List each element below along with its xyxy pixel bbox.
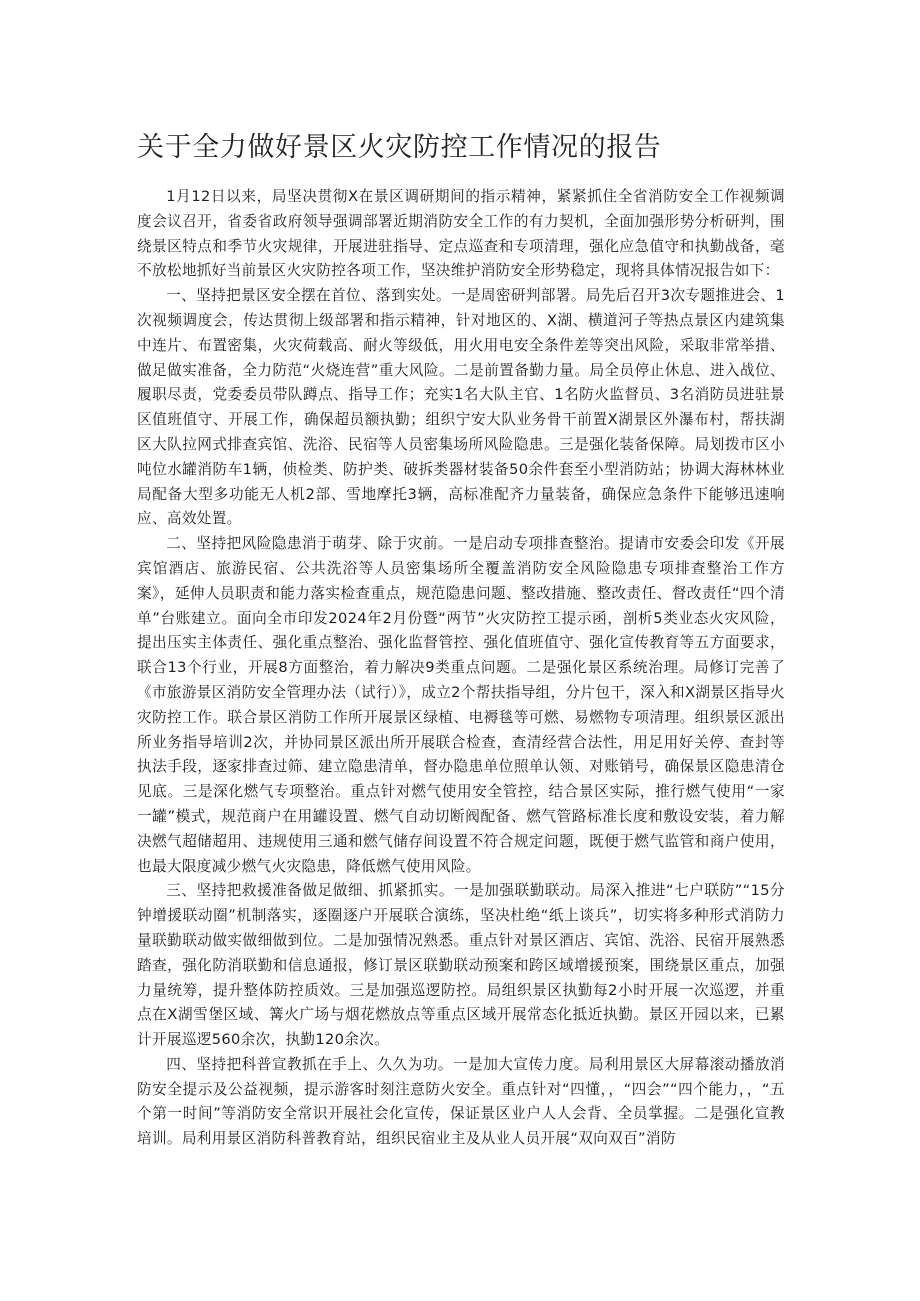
section-1-paragraph: 一、坚持把景区安全摆在首位、落到实处。一是周密研判部署。局先后召开3次专题推进会、1次视频调度会，传达贯彻上级部署和指示精神，针对地区的、X湖、横道河子等热点景区内建筑集中连片、布置密集，火灾荷载高、耐火等级低，用火用电安全条件差等突出风险，采取非常举措、做足做实准备，全力防范“火烧连营”重大风险。二是前置备勤力量。局全员停止休息、进入战位、履职尽责，党委委员带队蹲点、指导工作；充实1名大队主官、1名防火监督员、3名消防员进驻景区值班值守、开展工作，确保超员额执勤；组织宁安大队业务骨干前置X湖景区外瀑布村，帮扶湖区大队拉网式排查宾馆、洗浴、民宿等人员密集场所风险隐患。三是强化装备保障。局划拨市区小吨位水罐消防车1辆，侦检类、防护类、破拆类器材装备50余件套至小型消防站；协调大海林林业局配备大型多功能无人机2部、雪地摩托3辆，高标准配齐力量装备，确保应急条件下能够迅速响应、高效处置。 [137,287,785,528]
document-title: 关于全力做好景区火灾防控工作情况的报告 [137,132,662,163]
section-2-paragraph: 二、坚持把风险隐患消于萌芽、除于灾前。一是启动专项排查整治。提请市安委会印发《开展宾馆酒店、旅游民宿、公共洗浴等人员密集场所全覆盖消防安全风险隐患专项排查整治工作方案》，延伸人员职责和能力落实检查重点，规范隐患问题、整改措施、整改责任、督改责任“四个清单”台账建立。面向全市印发2024年2月份暨“两节”火灾防控工提示函，剖析5类业态火灾风险，提出压实主体责任、强化重点整治、强化监督管控、强化值班值守、强化宣传教育等五方面要求，联合13个行业，开展8方面整治，着力解决9类重点问题。二是强化景区系统治理。局修订完善了《市旅游景区消防安全管理办法（试行）》，成立2个帮扶指导组，分片包干，深入和X湖景区指导火灾防控工作。联合景区消防工作所开展景区绿植、电褥毯等可燃、易燃物专项清理。组织景区派出所业务指导培训2次，并协同景区派出所开展联合检查，查清经营合法性，用足用好关停、查封等执法手段，逐家排查过筛、建立隐患清单，督办隐患单位照单认领、对账销号，确保景区隐患清仓见底。三是深化燃气专项整治。重点针对燃气使用安全管控，结合景区实际，推行燃气使用“一家一罐”模式，规范商户在用罐设置、燃气自动切断阀配备、燃气管路标准长度和敷设安装，着力解决燃气超储超用、违规使用三通和燃气储存间设置不符合规定问题，既便于燃气监管和商户使用，也最大限度减少燃气火灾隐患，降低燃气使用风险。 [137,535,785,875]
section-4-paragraph: 四、坚持把科普宣教抓在手上、久久为功。一是加大宣传力度。局利用景区大屏幕滚动播放消防安全提示及公益视频，提示游客时刻注意防火安全。重点针对“四懂，，“四会”“四个能力，，“五个第一时间”等消防安全常识开展社会化宣传，保证景区业户人人会背、全员掌握。二是强化宣教培训。局利用景区消防科普教育站，组织民宿业主及从业人员开展“双向双百”消防 [137,1055,785,1148]
intro-paragraph: 1月12日以来，局坚决贯彻X在景区调研期间的指示精神，紧紧抓住全省消防安全工作视频调度会议召开，省委省政府领导强调部署近期消防安全工作的有力契机，全面加强形势分析研判，围绕景区特点和季节火灾规律，开展进驻指导、定点巡查和专项清理，强化应急值守和执勤战备，毫不放松地抓好当前景区火灾防控各项工作，坚决维护消防安全形势稳定，现将具体情况报告如下： [137,188,785,280]
section-3-paragraph: 三、坚持把救援准备做足做细、抓紧抓实。一是加强联勤联动。局深入推进“七户联防”“15分钟增援联动圈”机制落实，逐圈逐户开展联合演练，坚决杜绝“纸上谈兵”，切实将多种形式消防力量联勤联动做实做细做到位。二是加强情况熟悉。重点针对景区酒店、宾馆、洗浴、民宿开展熟悉踏查，强化防消联勤和信息通报，修订景区联勤联动预案和跨区域增援预案，围绕景区重点，加强力量统筹，提升整体防控质效。三是加强巡逻防控。局组织景区执勤每2小时开展一次巡逻，并重点在X湖雪堡区域、篝火广场与烟花燃放点等重点区域开展常态化抵近执勤。景区开园以来，已累计开展巡逻560余次，执勤120余次。 [137,882,785,1049]
document-page [137,128,785,1152]
